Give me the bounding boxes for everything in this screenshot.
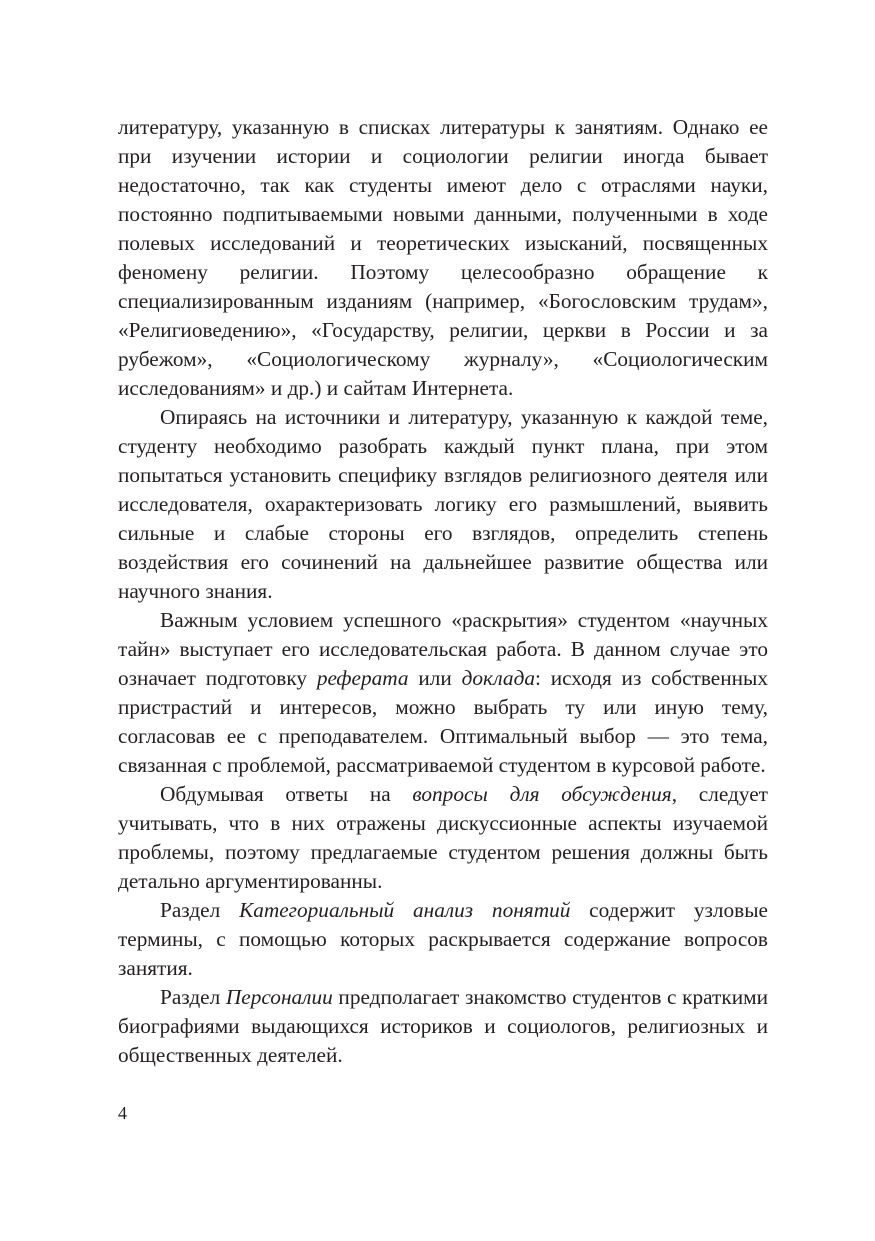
term-discussion-questions: вопросы для обсуждения xyxy=(412,782,672,806)
paragraph-3-text-end: : исходя из собственных пристрастий и интересов, можно выбрать ту или иную тему, согласовав ее с преподавателем. Оптимальный выбор — это тема, связанная с проблемой, рассматриваемой студентом в курсовой работе. xyxy=(118,666,768,777)
term-doklad: доклада xyxy=(461,666,535,690)
term-categorial-analysis: Категориальный анализ понятий xyxy=(239,898,571,922)
paragraph-5 xyxy=(118,896,768,983)
page-number: 4 xyxy=(118,1103,127,1123)
body-text xyxy=(118,113,768,1070)
paragraph-3-text-start: Важным условием успешного «раскрытия» студентом «научных тайн» выступает его исследовательская работа. В данном случае это означает подготовку xyxy=(118,608,768,690)
paragraph-6-text-end: предполагает знакомство студентов с краткими биографиями выдающихся историков и социологов, религиозных и общественных деятелей. xyxy=(118,985,768,1067)
paragraph-5-text-start: Раздел xyxy=(160,898,240,922)
paragraph-6 xyxy=(118,983,768,1070)
paragraph-4-text-start: Обдумывая ответы на xyxy=(160,782,413,806)
paragraph-4-text-end: , следует учитывать, что в них отражены дискуссионные аспекты изучаемой проблемы, поэтому предлагаемые студентом решения должны быть детально аргументированны. xyxy=(118,782,768,893)
paragraph-2: Опираясь на источники и литературу, указанную к каждой теме, студенту необходимо разобрать каждый пункт плана, при этом попытаться установить специфику взглядов религиозного деятеля или исследователя, охарактеризовать логику его размышлений, выявить сильные и слабые стороны его взглядов, определить степень воздействия его сочинений на дальнейшее развитие общества или научного знания. xyxy=(118,405,768,603)
paragraph-3-text-between: или xyxy=(408,666,462,690)
term-referat: реферата xyxy=(316,666,409,690)
paragraph-1: литературу, указанную в списках литературы к занятиям. Однако ее при изучении истории и социологии религии иногда бывает недостаточно, так как студенты имеют дело с отраслями науки, постоянно подпитываемыми новыми данными, полученными в ходе полевых исследований и теоретических изысканий, посвященных феномену религии. Поэтому целесообразно обращение к специализированным изданиям (например, «Богословским трудам», «Религиоведению», «Государству, религии, церкви в России и за рубежом», «Социологическому журналу», «Социологическим исследованиям» и др.) и сайтам Интернета. xyxy=(118,115,768,400)
paragraph-6-text-start: Раздел xyxy=(160,985,226,1009)
paragraph-3 xyxy=(118,606,768,780)
paragraph-4 xyxy=(118,780,768,896)
term-personalii: Персоналии xyxy=(225,985,333,1009)
paragraph-5-text-end: содержит узловые термины, с помощью которых раскрывается содержание вопросов занятия. xyxy=(118,898,768,980)
